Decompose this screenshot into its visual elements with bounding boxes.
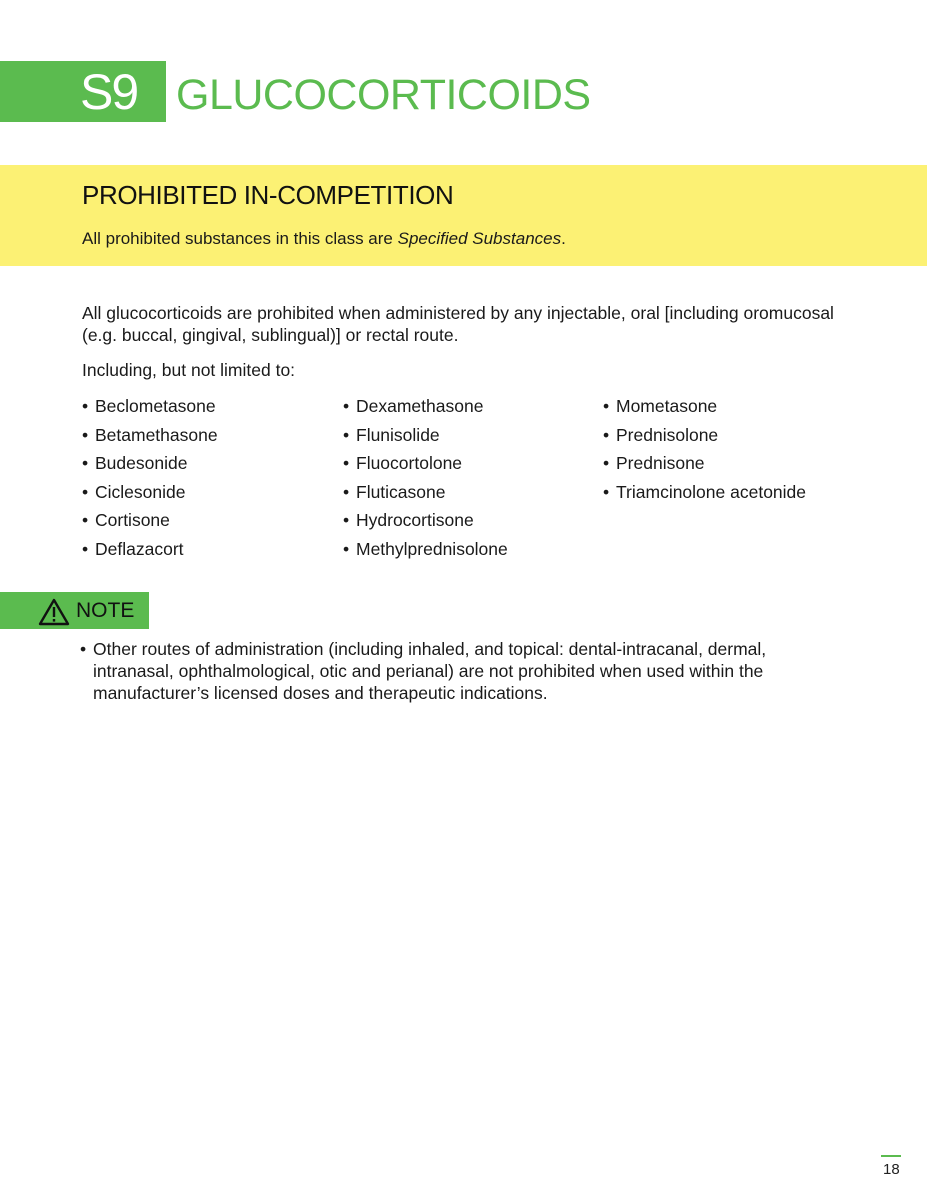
substance-item: • Triamcinolone acetonide [603, 480, 806, 509]
substance-item: • Mometasone [603, 394, 806, 423]
substance-item: • Methylprednisolone [343, 537, 508, 566]
status-heading: PROHIBITED IN-COMPETITION [82, 180, 454, 210]
note-item: • Other routes of administration (including inhaled, and topical: dental-intracanal, dermal, intranasal, ophthalmological, otic and perianal) are not prohibited when used within the manufacturer’s licensed doses and therapeutic indications. [80, 638, 840, 704]
intro-paragraph: All glucocorticoids are prohibited when administered by any injectable, oral [including oromucosal (e.g. buccal, gingival, sublingual)] or rectal route. [82, 303, 834, 345]
status-note-suffix: . [561, 229, 566, 248]
substance-item: • Fluticasone [343, 480, 508, 509]
status-note [82, 229, 566, 249]
substance-item: • Fluocortolone [343, 451, 508, 480]
note-label: NOTE [76, 599, 135, 622]
substance-item: • Flunisolide [343, 423, 508, 452]
substance-item: • Hydrocortisone [343, 508, 508, 537]
substance-item: • Beclometasone [82, 394, 218, 423]
substance-list-column-3 [603, 394, 806, 508]
substance-item: • Prednisolone [603, 423, 806, 452]
substance-item: • Prednisone [603, 451, 806, 480]
substance-item: • Cortisone [82, 508, 218, 537]
including-label: Including, but not limited to: [82, 360, 296, 380]
page-number-rule [881, 1155, 901, 1157]
substance-item: • Dexamethasone [343, 394, 508, 423]
section-code: S9 [80, 64, 138, 120]
substance-item: • Ciclesonide [82, 480, 218, 509]
section-title: GLUCOCORTICOIDS [176, 71, 591, 119]
substance-list-column-2 [343, 394, 508, 566]
substance-list-column-1 [82, 394, 218, 566]
page-number: 18 [883, 1161, 900, 1178]
note-list [80, 638, 840, 704]
substance-item: • Betamethasone [82, 423, 218, 452]
status-note-emphasis: Specified Substances [397, 229, 562, 248]
substance-item: • Budesonide [82, 451, 218, 480]
status-note-prefix: All prohibited substances in this class are [82, 229, 398, 248]
warning-triangle-icon [38, 598, 70, 626]
substance-item: • Deflazacort [82, 537, 218, 566]
